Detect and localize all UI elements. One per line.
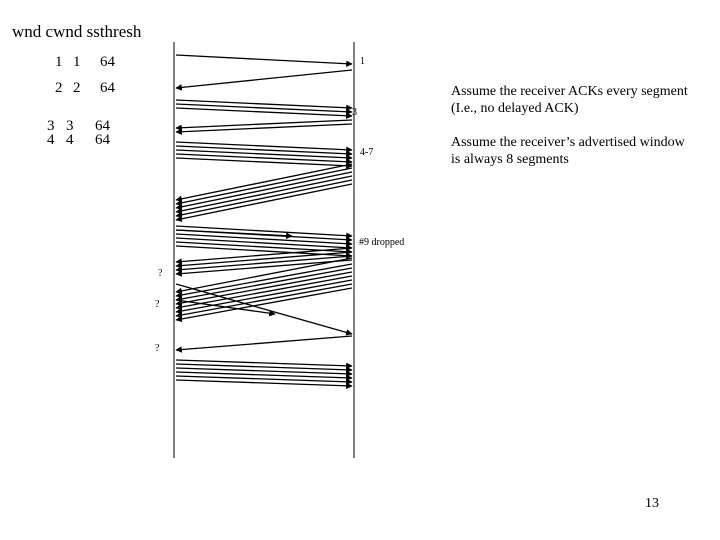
ack-arrow (176, 280, 352, 312)
row1-cwnd: 1 (73, 54, 81, 70)
row2-cwnd: 2 (73, 80, 81, 96)
header-title: wnd cwnd ssthresh (12, 22, 142, 41)
ack-arrow (176, 336, 352, 350)
row3-wnd: 3 (47, 118, 55, 134)
data-segment-arrow (176, 154, 352, 162)
data-segment-arrow (176, 150, 352, 158)
data-segment-arrow (176, 104, 352, 112)
ack-arrow (176, 260, 352, 274)
row1-wnd: 1 (55, 54, 63, 70)
question-mark-3: ? (155, 343, 160, 354)
question-mark-2: ? (155, 299, 160, 310)
ack-arrow (176, 252, 352, 266)
data-segment-arrow (176, 55, 352, 64)
dropped-label: #9 dropped (359, 237, 405, 248)
row4-ssthresh: 64 (95, 132, 110, 148)
row2-wnd: 2 (55, 80, 63, 96)
row3-cwnd: 3 (66, 118, 74, 134)
page-number: 13 (645, 496, 659, 511)
row4-cwnd: 4 (66, 132, 74, 148)
row3-ssthresh: 64 (95, 118, 110, 134)
data-segment-arrow (176, 300, 275, 314)
data-segment-arrow (176, 100, 352, 108)
data-segment-arrow (176, 158, 352, 166)
question-mark-1: ? (158, 268, 163, 279)
ack-arrow (176, 268, 352, 300)
segment-1-label: 1 (360, 56, 365, 67)
segments-4-7-label: 4-7 (360, 147, 374, 158)
ack-arrow (176, 284, 352, 316)
row1-ssthresh: 64 (100, 54, 115, 70)
note-window-line1: Assume the receiver’s advertised window (451, 135, 685, 150)
data-segment-arrow (176, 142, 352, 150)
note-ack-line2: (I.e., no delayed ACK) (451, 101, 579, 116)
note-window-line2: is always 8 segments (451, 152, 569, 167)
row2-ssthresh: 64 (100, 80, 115, 96)
row4-wnd: 4 (47, 132, 55, 148)
data-segment-arrow (176, 108, 352, 116)
ack-arrow (176, 120, 352, 128)
ack-arrow (176, 272, 352, 304)
note-ack-line1: Assume the receiver ACKs every segment (451, 84, 688, 99)
ack-arrow (176, 70, 352, 88)
ack-arrow (176, 124, 352, 132)
segment-3-label: 3 (352, 107, 357, 118)
data-segment-arrow (176, 146, 352, 154)
